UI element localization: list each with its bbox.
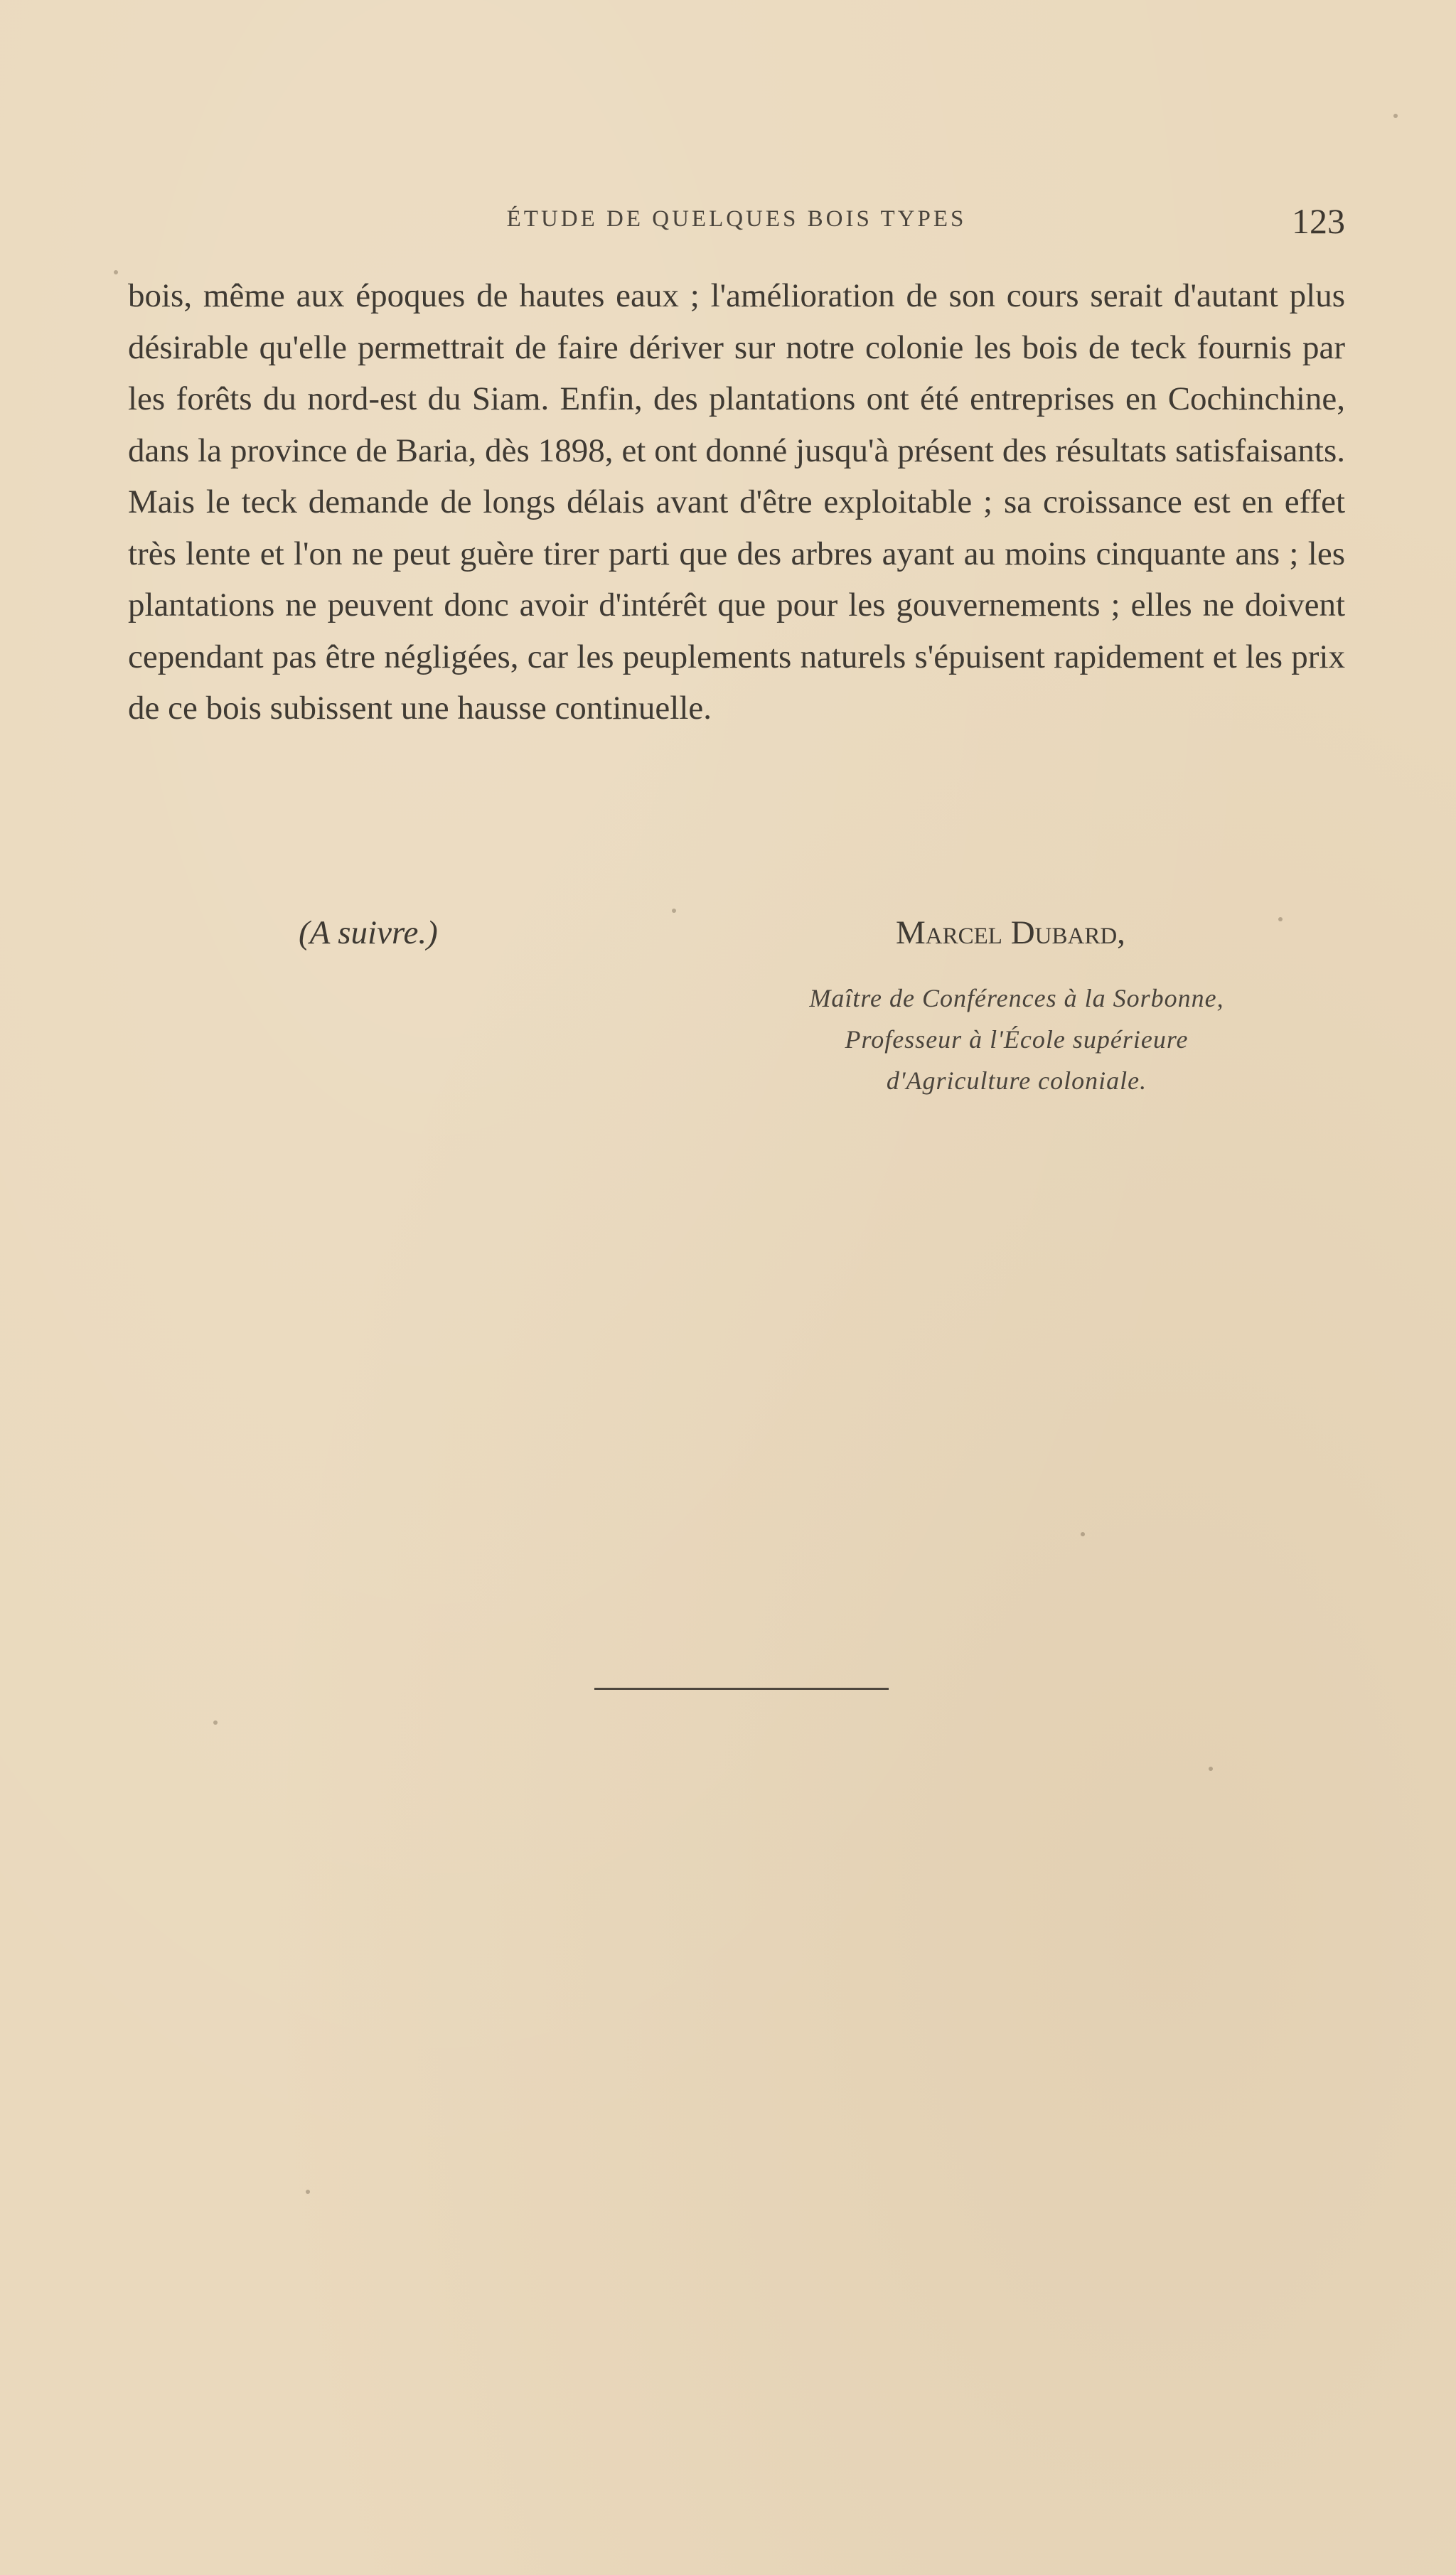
paper-speck bbox=[1209, 1767, 1213, 1771]
paper-speck bbox=[672, 909, 676, 913]
paper-speck bbox=[1081, 1532, 1085, 1536]
page-number: 123 bbox=[1292, 201, 1345, 241]
paper-speck bbox=[1393, 114, 1398, 118]
running-title: ÉTUDE DE QUELQUES BOIS TYPES bbox=[506, 206, 967, 232]
body-text bbox=[128, 270, 1345, 734]
affiliation-line: d'Agriculture coloniale. bbox=[886, 1066, 1147, 1095]
paper-speck bbox=[114, 270, 118, 274]
continued-note: (A suivre.) bbox=[299, 914, 438, 951]
running-head bbox=[128, 200, 1345, 243]
signature-row bbox=[128, 914, 1345, 970]
body-paragraph: bois, même aux époques de hautes eaux ; l'amélioration de son cours serait d'autant plus désirable qu'elle permettrait de faire dériver sur notre colonie les bois de teck fournis par les forêts du nord-est du Siam. Enfin, des plantations ont été entreprises en Cochinchine, dans la province de Baria, dès 1898, et ont donné jusqu'à présent des résultats satisfaisants. Mais le teck demande de longs délais avant d'être exploitable ; sa croissance est en effet très lente et l'on ne peut guère tirer parti que des arbres ayant au moins cinquante ans ; les plantations ne peuvent donc avoir d'intérêt que pour les gouvernements ; elles ne doivent cependant pas être négligées, car les peuplements naturels s'épuisent rapidement et les prix de ce bois subissent une hausse continuelle. bbox=[128, 277, 1345, 727]
paper-speck bbox=[306, 2190, 310, 2194]
end-rule bbox=[594, 1688, 889, 1690]
affiliation-line: Maître de Conférences à la Sorbonne, bbox=[809, 984, 1224, 1012]
affiliation-line: Professeur à l'École supérieure bbox=[845, 1025, 1189, 1054]
author-affiliation bbox=[697, 978, 1337, 1101]
paper-speck bbox=[213, 1720, 218, 1725]
author-name: Marcel Dubard, bbox=[896, 914, 1125, 951]
paper-speck bbox=[1278, 917, 1283, 921]
